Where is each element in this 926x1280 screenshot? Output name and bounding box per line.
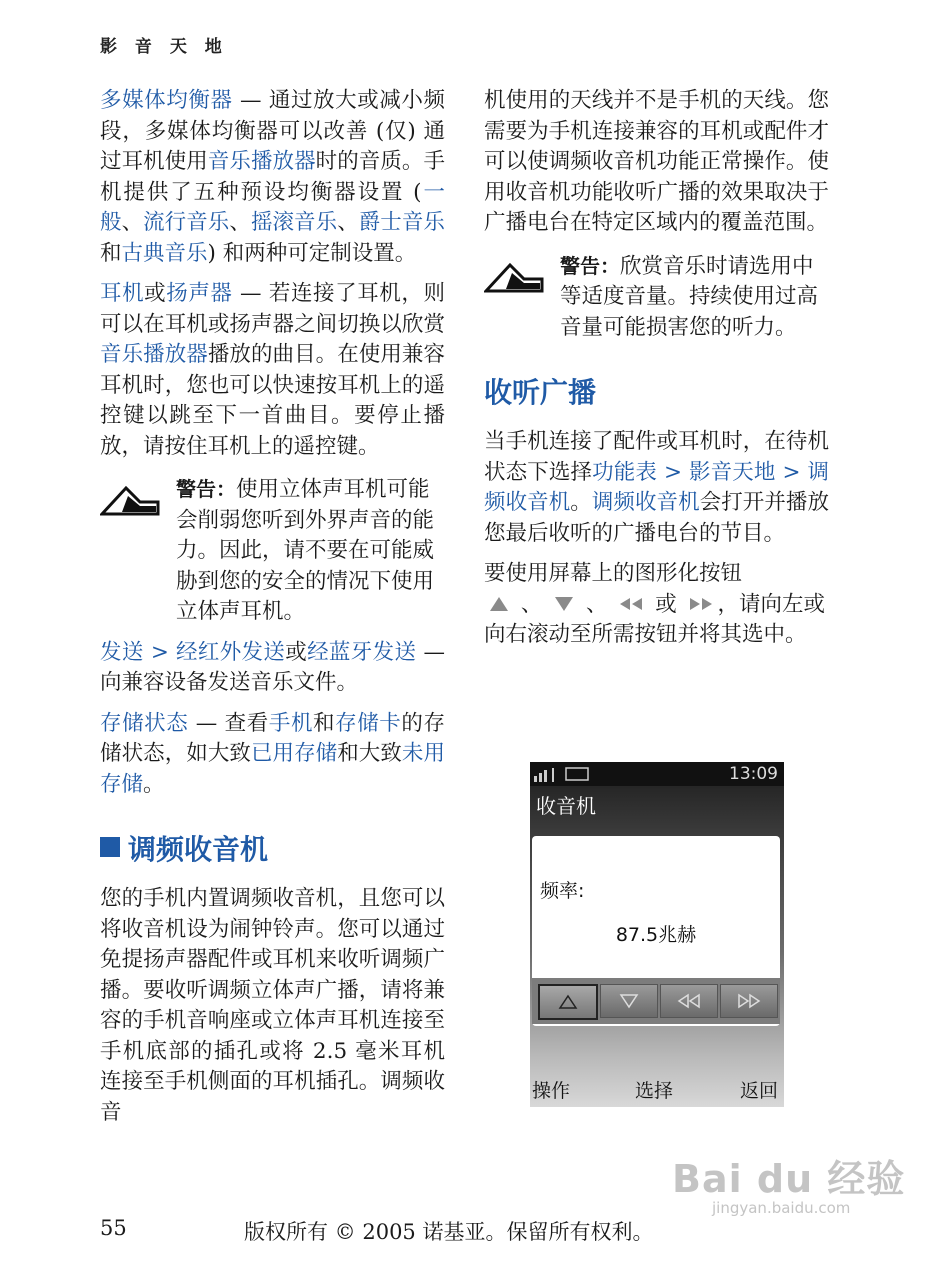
link-fm-radio[interactable]: 调频收音机 [484,459,829,515]
warning-volume: 警告：欣赏音乐时请选用中等适度音量。持续使用过高音量可能损害您的听力。 [484,251,829,344]
headset-paragraph: 耳机或扬声器 — 若连接了耳机，则可以在耳机或扬声器之间切换以欣赏音乐播放器播放的曲目。在使用兼容耳机时，您也可以快速按耳机上的遥控键以跳至下一首曲目。要停止播放，请按住耳机上的遥控键。 [100,281,445,459]
link-music-player-2[interactable]: 音乐播放器 [100,342,208,367]
phone-screenshot [530,762,784,1107]
baidu-watermark: Bai du 经验 jingyan.baidu.com [672,1157,906,1217]
phone-down-button[interactable] [600,984,658,1018]
link-send-bt[interactable]: 经蓝牙发送 [307,639,417,665]
warning-hand-icon [100,482,162,516]
softkey-select[interactable]: 选择 [635,1080,674,1102]
copyright-notice: 版权所有 © 2005 诺基亚。保留所有权利。 [244,1220,654,1244]
up-arrow-icon [488,595,510,613]
section-title-listen: 收听广播 [484,376,597,409]
radio-button-row [532,978,780,1024]
fast-forward-icon [688,595,714,613]
softkey-back[interactable]: 返回 [740,1080,779,1102]
link-send-ir[interactable]: 经红外发送 [176,639,286,665]
radio-panel [532,836,780,1026]
link-jazz[interactable]: 爵士音乐 [358,210,445,235]
right-column [484,86,829,661]
fast-forward-icon [737,993,761,1009]
link-media[interactable]: 影音天地 [689,459,776,485]
equalizer-paragraph: 多媒体均衡器 — 通过放大或减小频段，多媒体均衡器可以改善 (仅) 通过耳机使用音乐播放器时的音质。手机提供了五种预设均衡器设置 (一般、流行音乐、摇滚音乐、爵士音乐和古典音乐) 和两种可定制设置。 [100,88,445,266]
link-memory-card[interactable]: 存储卡 [335,710,402,736]
link-equalizer[interactable]: 多媒体均衡器 [100,88,233,113]
down-arrow-icon [553,595,575,613]
antenna-paragraph: 机使用的天线并不是手机的天线。您需要为手机连接兼容的耳机或配件才可以使调频收音机功能正常操作。使用收音机功能收听广播的效果取决于广播电台在特定区域内的覆盖范围。 [484,88,829,235]
link-speaker[interactable]: 扬声器 [166,281,233,306]
warning-headset: 警告：使用立体声耳机可能会削弱您听到外界声音的能力。因此，请不要在可能威胁到您的安全的情况下使用立体声耳机。 [100,474,445,628]
phone-clock: 13:09 [729,764,778,784]
link-phone[interactable]: 手机 [268,710,314,736]
rewind-icon [618,595,644,613]
left-column [100,86,445,1138]
frequency-label: 频率: [540,880,585,902]
signal-battery-icon [532,764,592,784]
link-normal[interactable]: 一般 [100,179,445,235]
send-paragraph: 发送 > 经红外发送或经蓝牙发送 — 向兼容设备发送音乐文件。 [100,639,445,695]
link-music-player[interactable]: 音乐播放器 [207,149,316,174]
up-arrow-icon [558,994,578,1010]
phone-up-button[interactable] [538,984,598,1020]
warning-hand-icon [484,259,546,293]
link-fm-radio-2[interactable]: 调频收音机 [591,490,700,515]
link-headset[interactable]: 耳机 [100,281,145,306]
rewind-icon [677,993,701,1009]
phone-status-bar [530,762,784,786]
section-title-fm-radio: 调频收音机 [100,832,445,868]
link-memory-status[interactable]: 存储状态 [100,710,189,736]
link-classical[interactable]: 古典音乐 [121,240,208,266]
memory-paragraph: 存储状态 — 查看手机和存储卡的存储状态，如大致已用存储和大致未用存储。 [100,710,445,797]
page-number: 55 [100,1216,127,1240]
running-header: 影 音 天 地 [100,37,228,57]
link-free-memory[interactable]: 未用存储 [100,741,445,797]
link-used-memory[interactable]: 已用存储 [250,741,338,766]
fm-radio-paragraph: 您的手机内置调频收音机，且您可以将收音机设为闹钟铃声。您可以通过免提扬声器配件或耳机来收听调频广播。要收听调频立体声广播，请将兼容的手机音响座或立体声耳机连接至手机底部的插孔或将 2.5 毫米耳机连接至手机侧面的耳机插孔。调频收音 [100,886,445,1125]
listen-paragraph: 当手机连接了配件或耳机时，在待机状态下选择功能表 > 影音天地 > 调频收音机。调频收音机会打开并播放您最后收听的广播电台的节目。 [484,429,829,546]
frequency-value: 87.5兆赫 [615,924,697,946]
softkey-options[interactable]: 操作 [532,1080,571,1102]
link-pop[interactable]: 流行音乐 [143,210,230,235]
section-square-icon [100,837,120,857]
phone-forward-button[interactable] [720,984,778,1018]
phone-rewind-button[interactable] [660,984,718,1018]
down-arrow-icon [619,993,639,1009]
phone-title: 收音机 [536,794,596,818]
link-rock[interactable]: 摇滚音乐 [250,210,338,235]
link-menu[interactable]: 功能表 [592,459,658,485]
buttons-paragraph: 要使用屏幕上的图形化按钮 、 、 或 ，请向左或向右滚动至所需按钮并将其选中。 [484,561,826,647]
link-send[interactable]: 发送 [100,639,144,665]
